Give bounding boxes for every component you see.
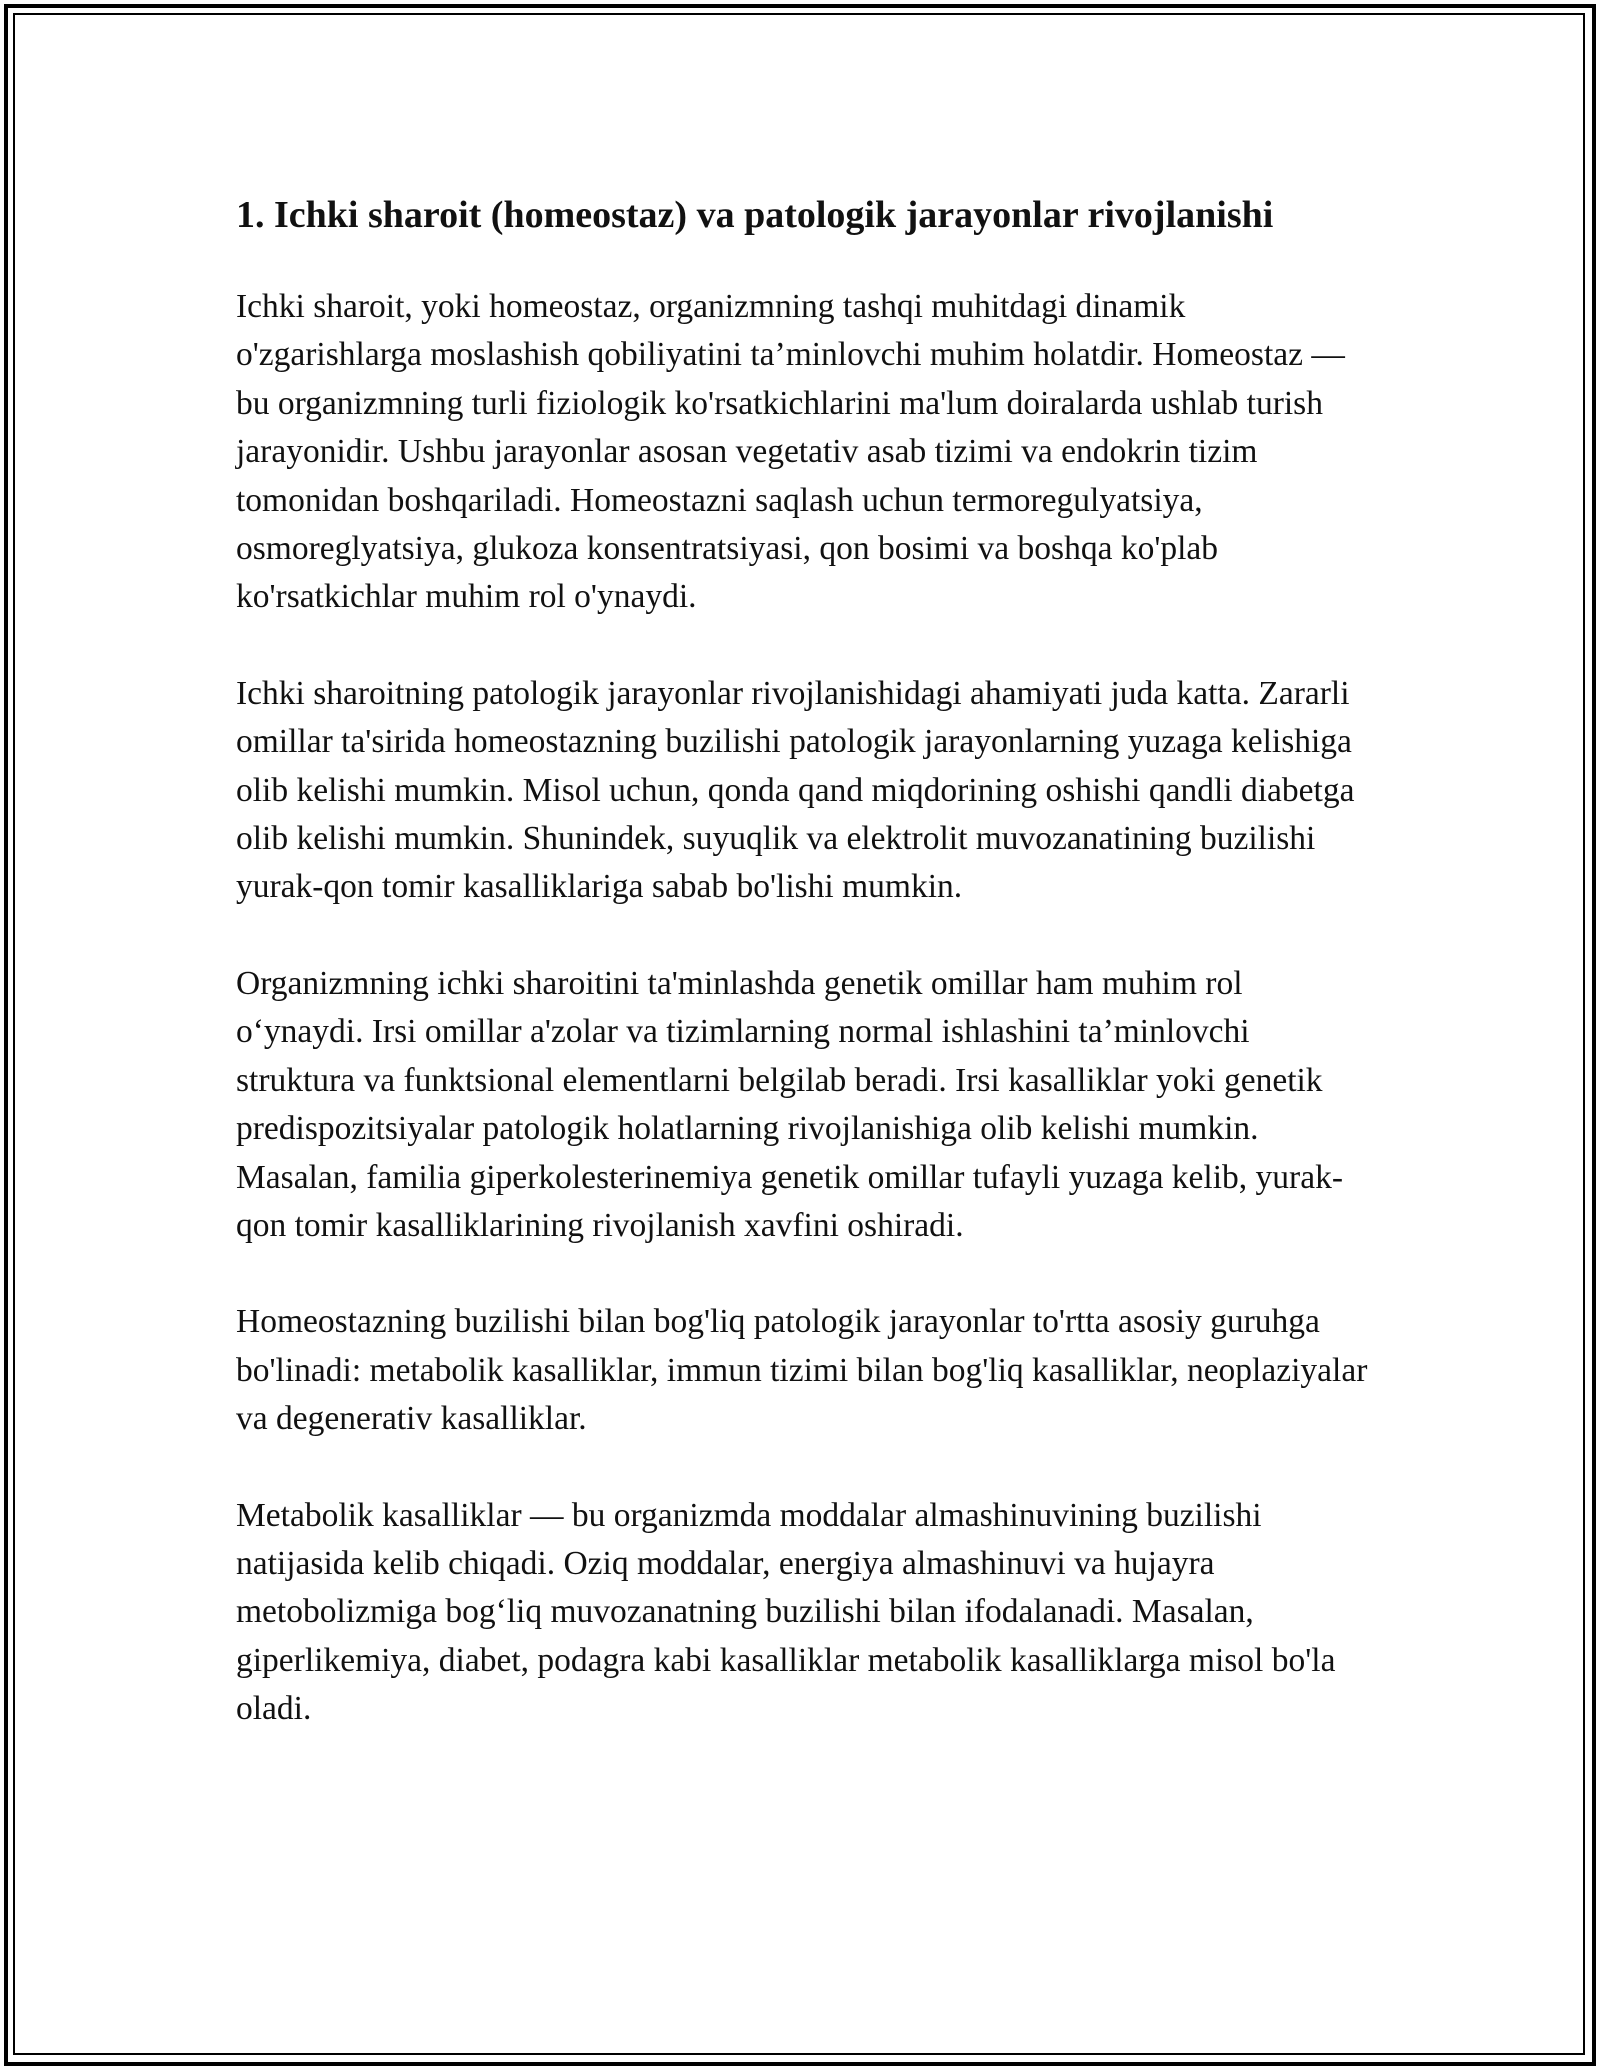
paragraph-pathological-significance: Ichki sharoitning patologik jarayonlar rivojlanishidagi ahamiyati juda katta. Zararli omillar ta'sirida homeostazning buzilishi patologik jarayonlarning yuzaga kelishiga olib kelishi mumkin. Misol uchun, qonda qand miqdorining oshishi qandli diabetga olib kelishi mumkin. Shunindek, suyuqlik va elektrolit muvozanatining buzilishi yurak-qon tomir kasalliklariga sabab bo'lishi mumkin. [236,674,1355,906]
document-body [236,188,1376,1782]
paragraph-metabolic-diseases: Metabolik kasalliklar — bu organizmda moddalar almashinuvining buzilishi natijasida kelib chiqadi. Oziq moddalar, energiya almashinuvi va hujayra metobolizmiga bog‘liq muvozanatning buzilishi bilan ifodalanadi. Masalan, giperlikemiya, diabet, podagra kabi kasalliklar metabolik kasalliklarga misol bo'la oladi. [236,1496,1336,1728]
section-heading: 1. Ichki sharoit (homeostaz) va patologik jarayonlar rivojlanishi [236,194,1274,236]
paragraph-disease-groups: Homeostazning buzilishi bilan bog'liq patologik jarayonlar to'rtta asosiy guruhga bo'linadi: metabolik kasalliklar, immun tizimi bilan bog'liq kasalliklar, neoplaziyalar va degenerativ kasalliklar. [236,1303,1368,1438]
paragraph-genetic-factors: Organizmning ichki sharoitini ta'minlashda genetik omillar ham muhim rol o‘ynaydi. Irsi omillar a'zolar va tizimlarning normal ishlashini ta’minlovchi struktura va funktsional elementlarni belgilab beradi. Irsi kasalliklar yoki genetik predispozitsiyalar patologik holatlarning rivojlanishiga olib kelishi mumkin. Masalan, familia giperkolesterinemiya genetik omillar tufayli yuzaga kelib, yurak-qon tomir kasalliklarining rivojlanish xavfini oshiradi. [236,964,1343,1244]
paragraph-homeostasis-definition: Ichki sharoit, yoki homeostaz, organizmning tashqi muhitdagi dinamik o'zgarishlarga moslashish qobiliyatini ta’minlovchi muhim holatdir. Homeostaz — bu organizmning turli fiziologik ko'rsatkichlarini ma'lum doiralarda ushlab turish jarayonidir. Ushbu jarayonlar asosan vegetativ asab tizimi va endokrin tizim tomonidan boshqariladi. Homeostazni saqlash uchun termoregulyatsiya, osmoreglyatsiya, glukoza konsentratsiyasi, qon bosimi va boshqa ko'plab ko'rsatkichlar muhim rol o'ynaydi. [236,288,1345,616]
